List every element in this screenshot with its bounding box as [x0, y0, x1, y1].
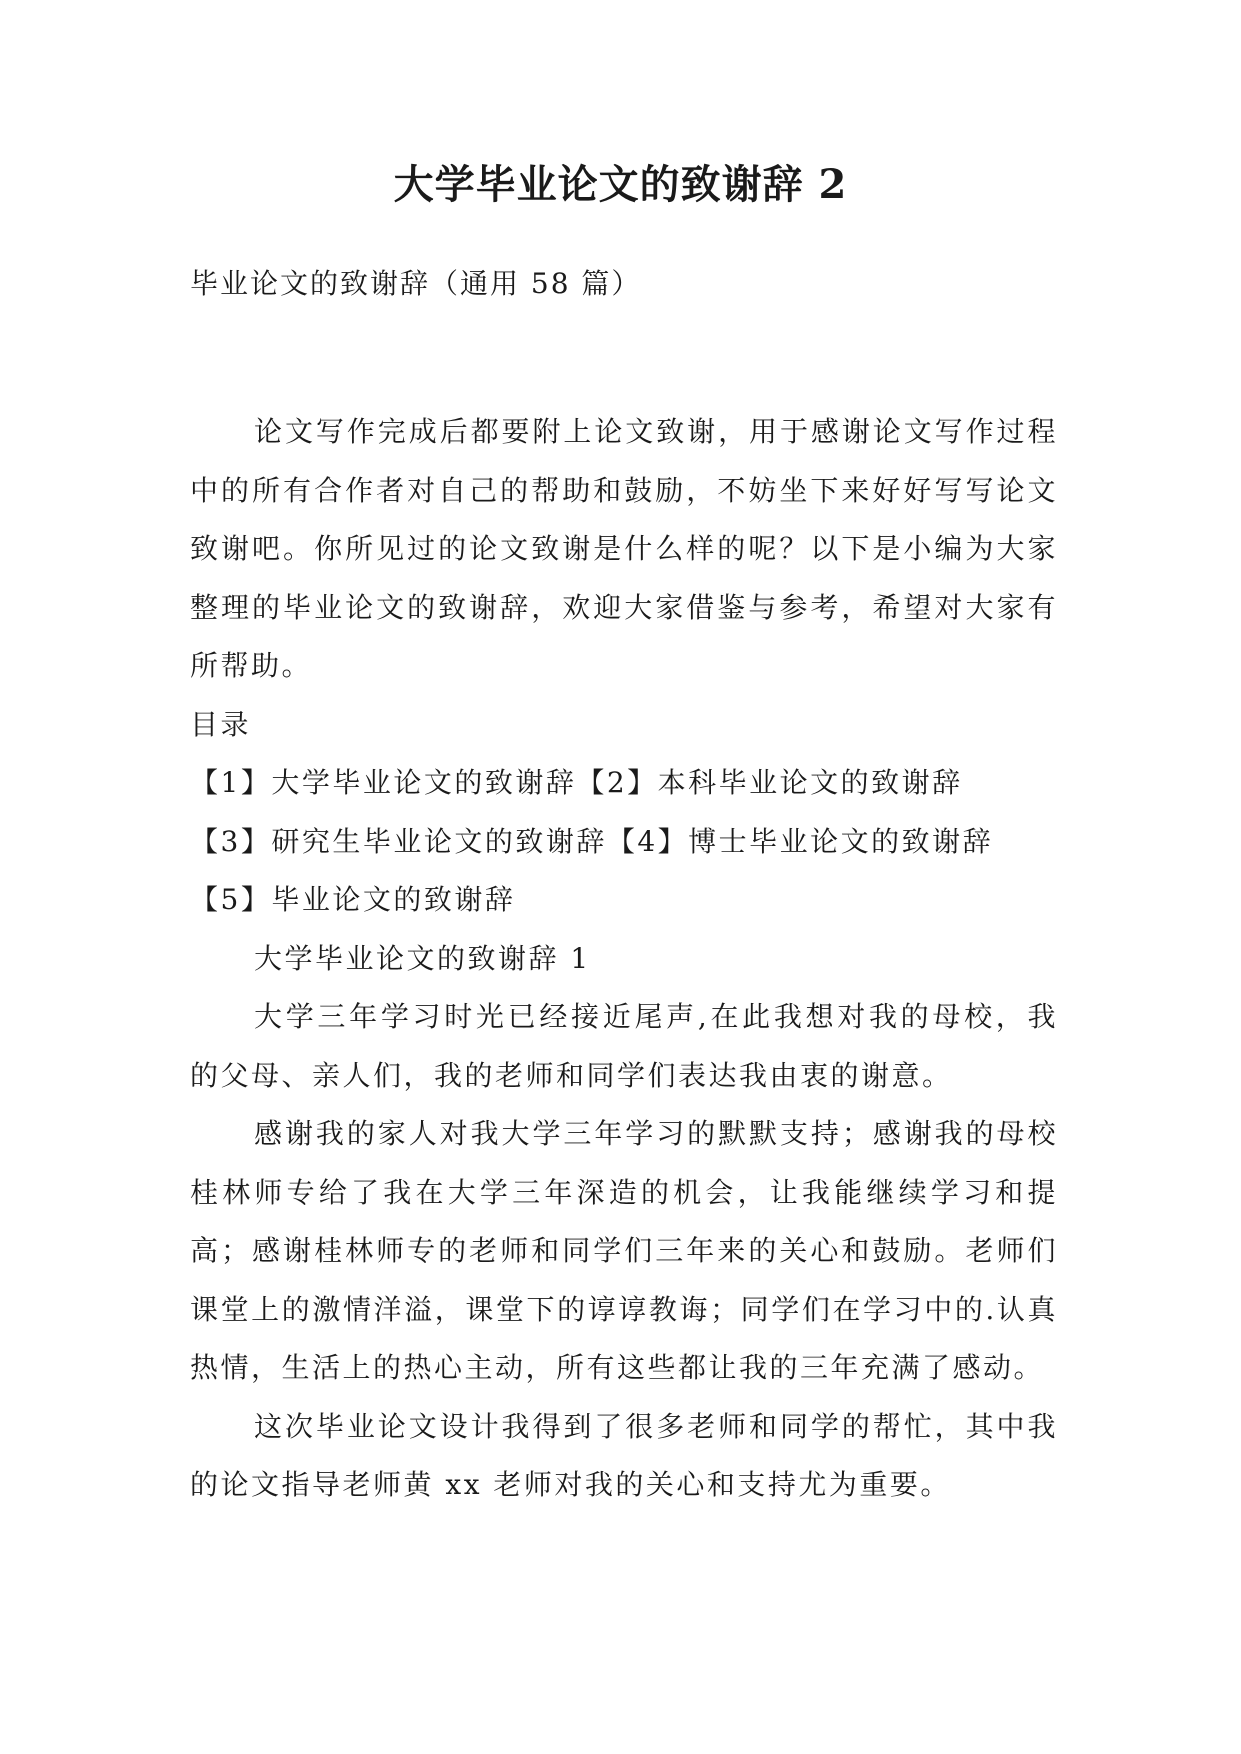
- body-paragraph: 感谢我的家人对我大学三年学习的默默支持；感谢我的母校桂林师专给了我在大学三年深造的机会，让我能继续学习和提高；感谢桂林师专的老师和同学们三年来的关心和鼓励。老师们课堂上的激情洋溢，课堂下的谆谆教诲；同学们在学习中的.认真热情，生活上的热心主动，所有这些都让我的三年充满了感动。: [190, 1117, 1058, 1384]
- toc-line: 【1】大学毕业论文的致谢辞【2】本科毕业论文的致谢辞: [190, 766, 963, 799]
- toc-line: 【3】研究生毕业论文的致谢辞【4】博士毕业论文的致谢辞: [190, 824, 994, 858]
- document-subtitle: 毕业论文的致谢辞（通用 58 篇）: [190, 267, 642, 300]
- body-paragraph: 这次毕业论文设计我得到了很多老师和同学的帮忙，其中我的论文指导老师黄 xx 老师对我的关心和支持尤为重要。: [190, 1409, 1058, 1501]
- document-title: 大学毕业论文的致谢辞 2: [393, 161, 848, 208]
- intro-paragraph: 论文写作完成后都要附上论文致谢，用于感谢论文写作过程中的所有合作者对自己的帮助和鼓励，不妨坐下来好好写写论文致谢吧。你所见过的论文致谢是什么样的呢？以下是小编为大家整理的毕业论文的致谢辞，欢迎大家借鉴与参考，希望对大家有所帮助。: [190, 415, 1058, 682]
- toc-heading: 目录: [190, 707, 252, 741]
- document-body: [190, 403, 1058, 1515]
- body-paragraph: 大学三年学习时光已经接近尾声,在此我想对我的母校，我的父母、亲人们，我的老师和同学们表达我由衷的谢意。: [190, 1000, 1058, 1092]
- section-heading: 大学毕业论文的致谢辞 1: [254, 941, 591, 975]
- toc-line: 【5】毕业论文的致谢辞: [190, 883, 516, 916]
